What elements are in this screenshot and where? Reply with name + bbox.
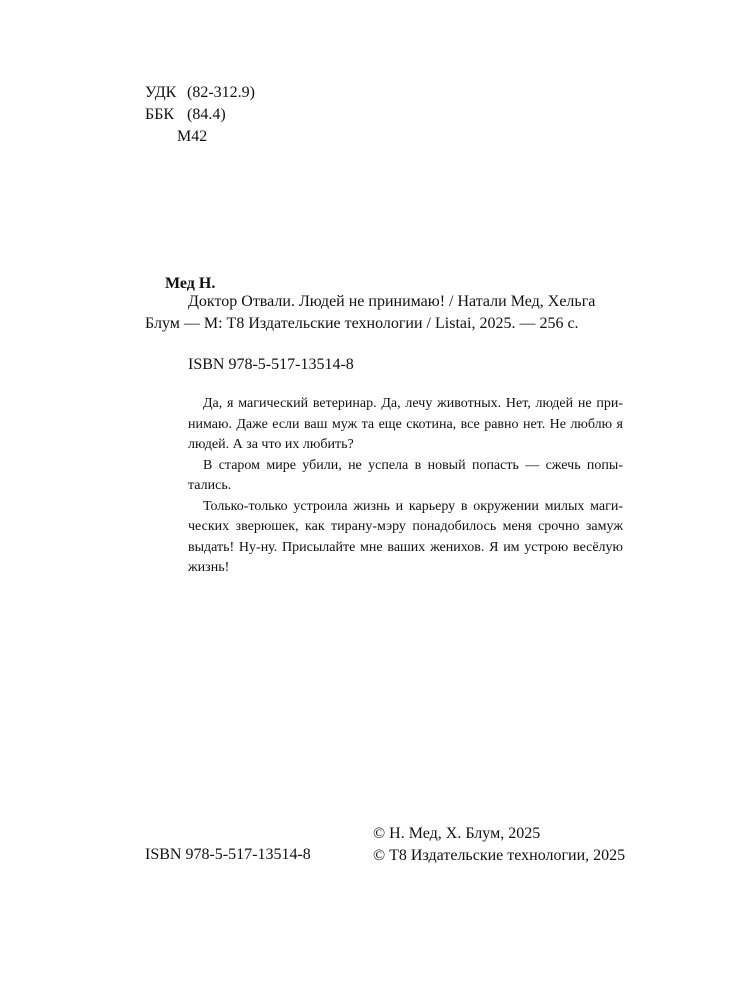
- bbk-row: [145, 104, 255, 126]
- author-heading: Мед Н.: [165, 275, 216, 292]
- annotation-line: людей. А за что их любить?: [188, 437, 354, 452]
- copyright-block: [373, 823, 625, 867]
- annotation-line: Только-только устроила жизнь и карьеру в окружении милых маги-: [203, 498, 623, 514]
- annotation-line: нимаю. Даже если ваш муж та еще скотина, все равно нет. Не люблю я: [188, 416, 623, 432]
- author-mark-row: [145, 126, 255, 148]
- footer-isbn: ISBN 978-5-517-13514-8: [145, 846, 311, 863]
- isbn: ISBN 978-5-517-13514-8: [188, 356, 354, 373]
- bibliographic-record-line: Доктор Отвали. Людей не принимаю! / Натали Мед, Хельга: [188, 293, 596, 310]
- copyright-authors: © Н. Мед, Х. Блум, 2025: [373, 825, 541, 842]
- bbk-code: (84.4): [187, 106, 226, 123]
- annotation-line: выдать! Ну-ну. Присылайте мне ваших женихов. Я им устрою весёлую: [188, 539, 623, 555]
- classification-block: [145, 82, 255, 148]
- udk-code: (82-312.9): [187, 84, 255, 101]
- annotation-paragraph: [188, 497, 623, 579]
- bibliographic-record-line: Блум — М: Т8 Издательские технологии / Listai, 2025. — 256 с.: [145, 315, 579, 332]
- bibliographic-record: [145, 291, 623, 313]
- annotation-line: Да, я магический ветеринар. Да, лечу животных. Нет, людей не при-: [203, 396, 623, 411]
- author-mark: М42: [177, 128, 208, 145]
- annotation-paragraph: [188, 456, 623, 497]
- udk-row: [145, 82, 255, 104]
- annotation-paragraph: [188, 394, 623, 456]
- annotation-line: ческих зверюшек, как тирану-мэру понадобилось меня срочно замуж: [188, 519, 623, 534]
- annotation-line: тались.: [188, 478, 232, 493]
- annotation-line: жизнь!: [188, 560, 230, 575]
- udk-label: УДК: [145, 84, 177, 101]
- annotation: [188, 394, 623, 579]
- annotation-line: В старом мире убили, не успела в новый попасть — сжечь попы-: [203, 457, 623, 473]
- bbk-label: ББК: [145, 106, 175, 123]
- copyright-publisher: © Т8 Издательские технологии, 2025: [373, 847, 626, 864]
